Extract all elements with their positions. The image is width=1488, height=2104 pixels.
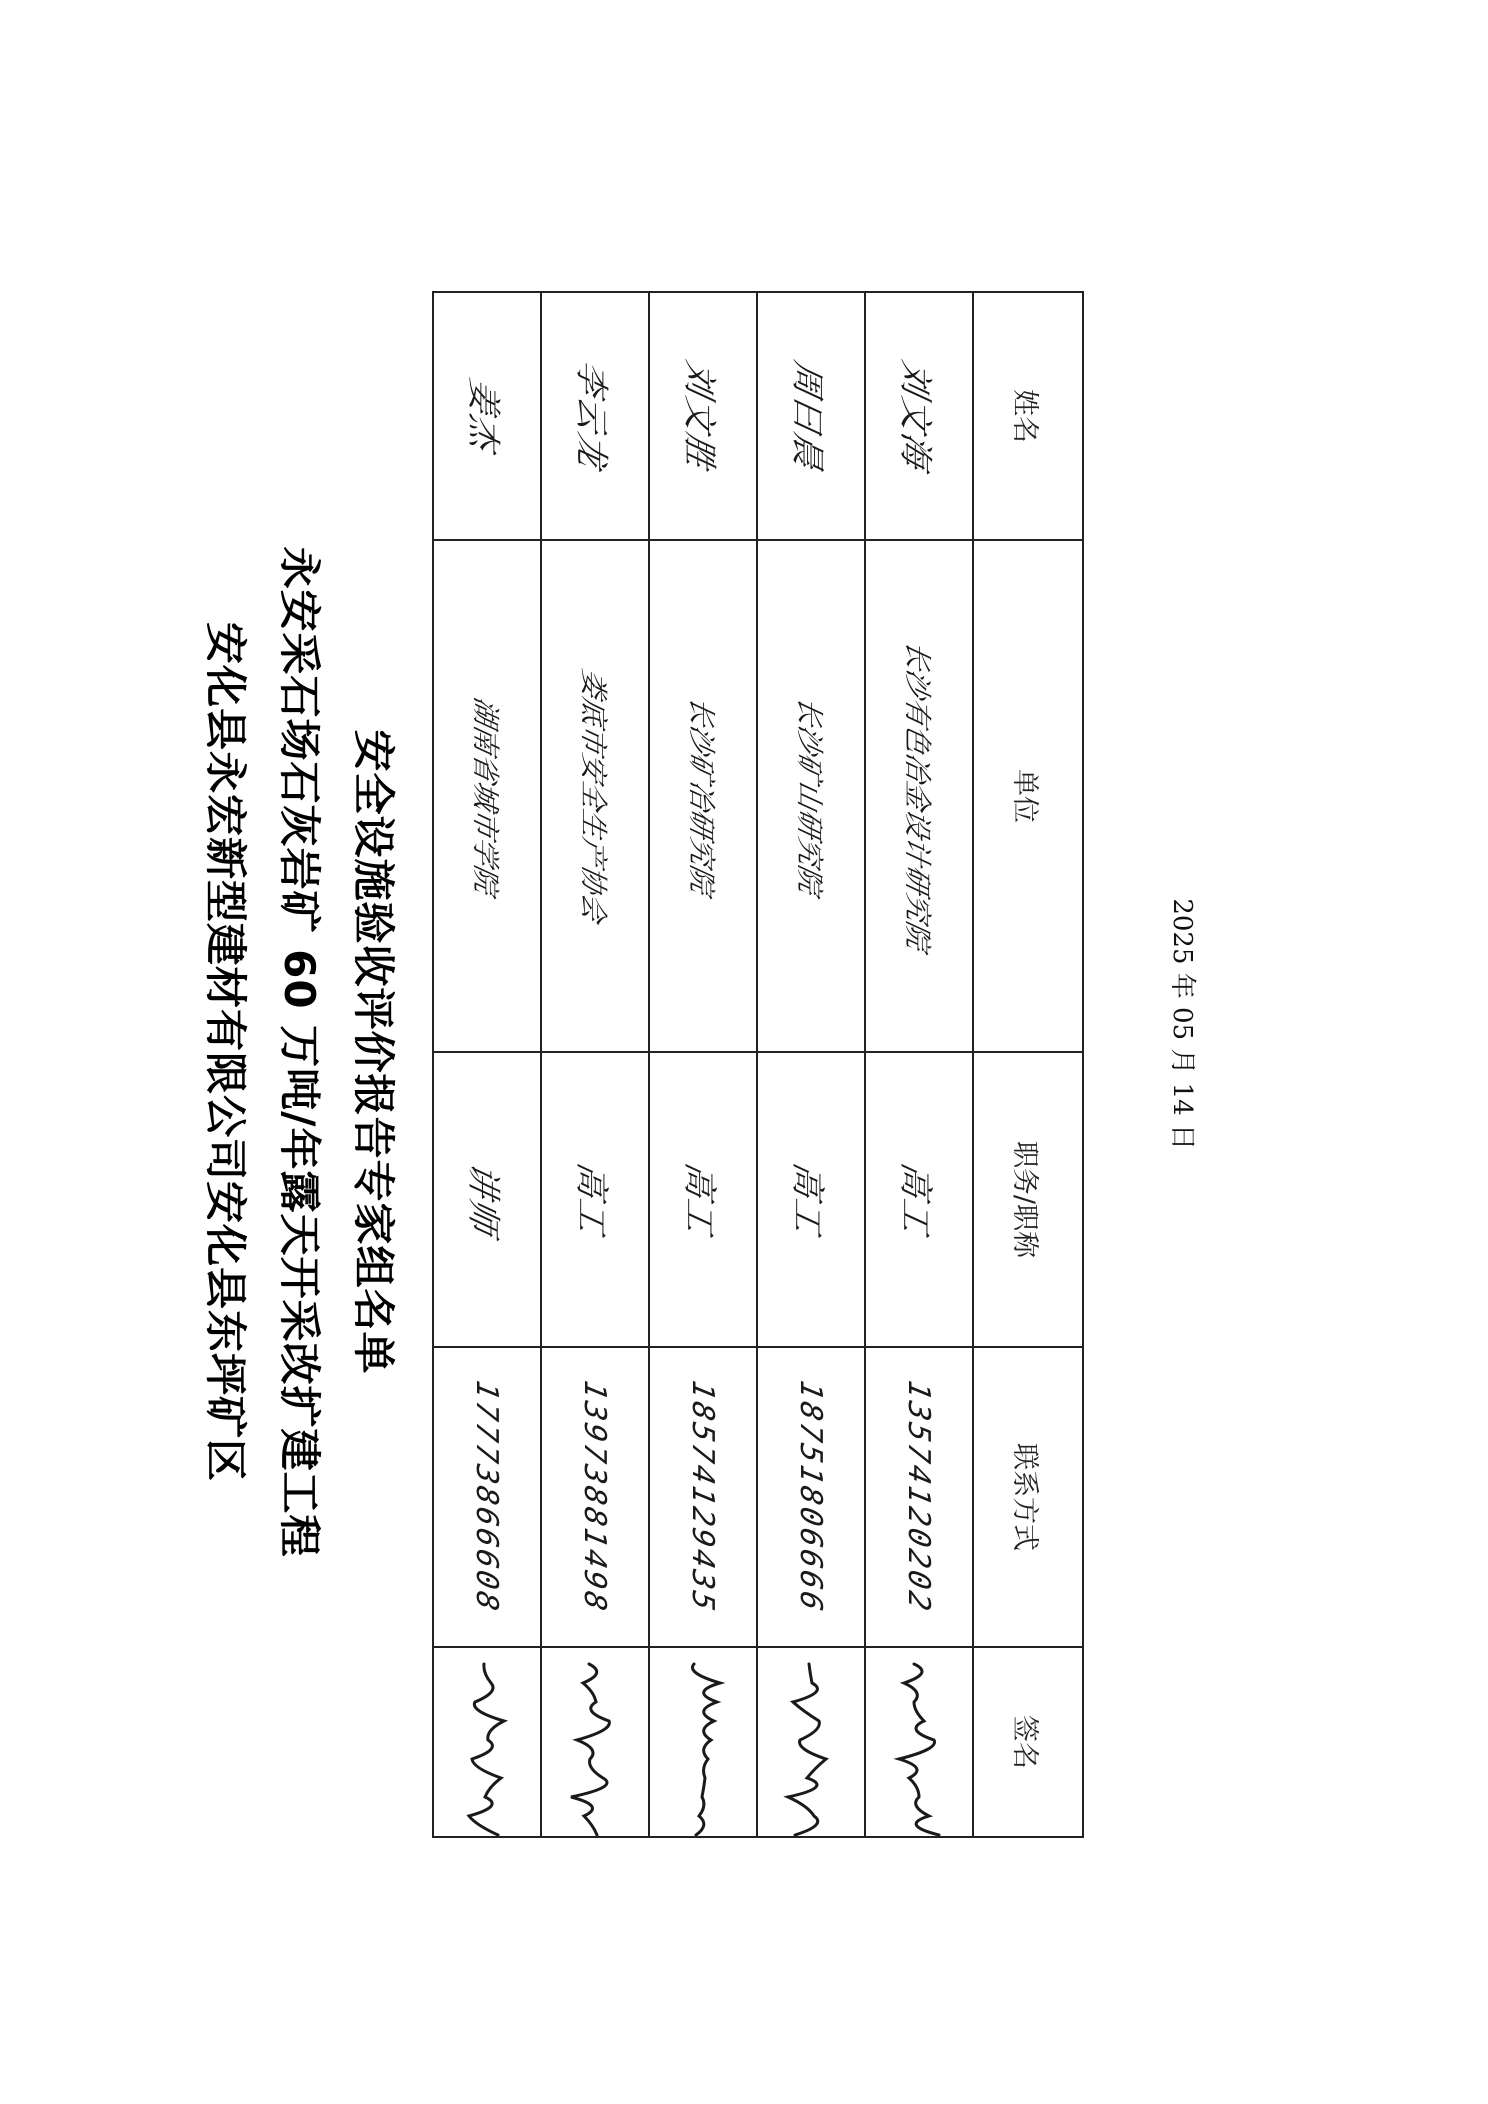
unit-cell: [649, 540, 757, 1052]
title-cell: [865, 1052, 973, 1347]
unit-cell: [433, 540, 541, 1052]
title-text: 高工: [895, 1158, 936, 1240]
title-cell: [649, 1052, 757, 1347]
unit-text: 湖南省城市学院: [469, 694, 502, 898]
header-title: 职务/职称: [973, 1052, 1083, 1347]
unit-cell: [865, 540, 973, 1052]
name-text: 刘文胜: [679, 357, 720, 474]
title-text: 高工: [571, 1158, 612, 1240]
table-header-row: [973, 292, 1083, 1837]
name-text: 刘文海: [895, 357, 936, 474]
title-text: 高工: [787, 1158, 828, 1240]
name-cell: [649, 292, 757, 540]
signature-cell: [433, 1647, 541, 1837]
handwritten-signature: [663, 1649, 743, 1837]
title-cell: [541, 1052, 649, 1347]
title-text: 讲师: [463, 1158, 504, 1240]
table-row: [649, 292, 757, 1837]
unit-text: 长沙矿冶研究院: [685, 694, 718, 898]
phone-text: 13574120202: [901, 1377, 937, 1617]
title-line-1: 安化县永宏新型建材有限公司安化县东坪矿区: [201, 621, 250, 1482]
name-text: 周曰晨: [787, 357, 828, 474]
unit-text: 娄底市安全生产协会: [577, 666, 610, 926]
signature-cell: [649, 1647, 757, 1837]
phone-cell: [649, 1347, 757, 1647]
unit-cell: [541, 540, 649, 1052]
title-text: 高工: [679, 1158, 720, 1240]
phone-text: 18574129435: [685, 1377, 721, 1617]
name-cell: [541, 292, 649, 540]
phone-cell: [865, 1347, 973, 1647]
title-cell: [757, 1052, 865, 1347]
title-cell: [433, 1052, 541, 1347]
phone-text: 13973881498: [577, 1377, 613, 1617]
name-text: 姜杰: [463, 375, 504, 456]
name-cell: [433, 292, 541, 540]
header-phone: 联系方式: [973, 1347, 1083, 1647]
table-row: [541, 292, 649, 1837]
signature-cell: [757, 1647, 865, 1837]
handwritten-signature: [879, 1649, 959, 1837]
title-line-2: 永安采石场石灰岩矿 60 万吨/年露天开采改扩建工程: [275, 546, 324, 1558]
header-name: 姓名: [973, 292, 1083, 540]
handwritten-signature: [771, 1649, 851, 1837]
header-unit: 单位: [973, 540, 1083, 1052]
phone-cell: [541, 1347, 649, 1647]
phone-cell: [757, 1347, 865, 1647]
title-line-3: 安全设施验收评价报告专家组名单: [349, 729, 398, 1375]
name-cell: [865, 292, 973, 540]
table-row: [757, 292, 865, 1837]
name-cell: [757, 292, 865, 540]
handwritten-signature: [555, 1649, 635, 1837]
unit-cell: [757, 540, 865, 1052]
table-row: [865, 292, 973, 1837]
handwritten-signature: [447, 1649, 527, 1837]
header-signature: 签名: [973, 1647, 1083, 1837]
phone-cell: [433, 1347, 541, 1647]
expert-list-table: [432, 291, 1084, 1838]
name-text: 李云龙: [571, 357, 612, 474]
signature-cell: [865, 1647, 973, 1837]
signature-cell: [541, 1647, 649, 1837]
unit-text: 长沙矿山研究院: [793, 694, 826, 898]
document-date: 2025 年 05 月 14 日: [1167, 898, 1197, 1150]
phone-text: 17773866608: [469, 1377, 505, 1617]
unit-text: 长沙有色冶金设计研究院: [901, 638, 934, 954]
table-row: [433, 292, 541, 1837]
phone-text: 18751806666: [793, 1377, 829, 1617]
